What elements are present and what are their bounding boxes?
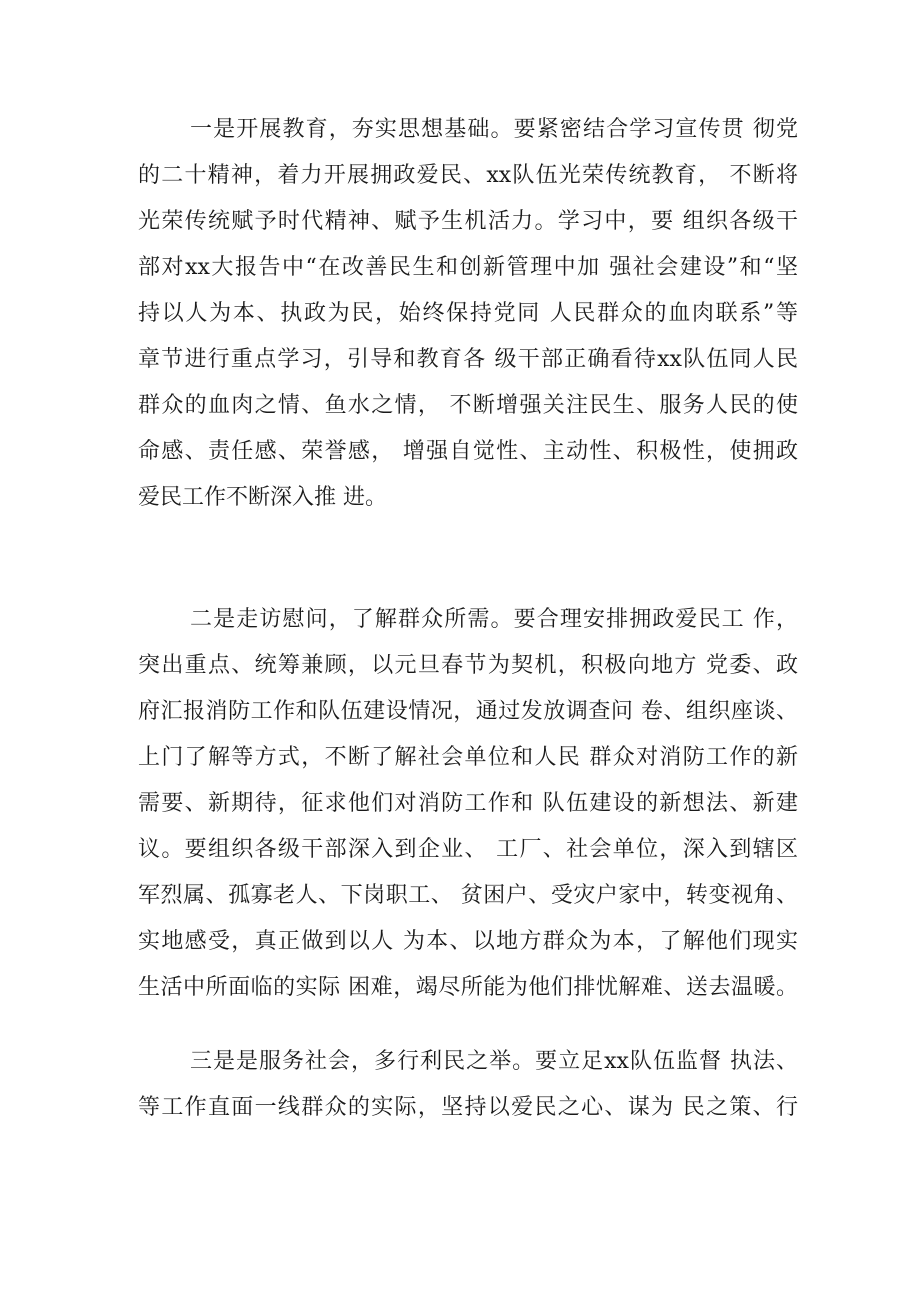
text-line: 突出重点、统筹兼顾，以元旦春节为契机，积极向地方 党委、政 (138, 653, 798, 678)
text-line: 三是是服务社会，多行利民之举。要立足xx队伍监督 执法、 (190, 1049, 798, 1074)
text-line: 群众的血肉之情、鱼水之情， 不断增强关注民生、服务人民的使 (138, 393, 798, 418)
text-line: 实地感受，真正做到以人 为本、以地方群众为本，了解他们现实 (138, 929, 798, 954)
text-line: 军烈属、孤寡老人、下岗职工、 贫困户、受灾户家中，转变视角、 (138, 883, 798, 908)
text-line: 命感、责任感、荣誉感， 增强自觉性、主动性、积极性，使拥政 (138, 439, 798, 464)
paragraph-education (138, 107, 798, 521)
text-line: 的二十精神，着力开展拥政爱民、xx队伍光荣传统教育， 不断将 (138, 163, 798, 188)
text-line: 需要、新期待，征求他们对消防工作和 队伍建设的新想法、新建 (138, 791, 798, 816)
paragraph-visits (138, 597, 798, 1011)
text-line: 持以人为本、执政为民，始终保持党同 人民群众的血肉联系”等 (138, 301, 798, 326)
text-line: 上门了解等方式，不断了解社会单位和人民 群众对消防工作的新 (138, 745, 798, 770)
text-line: 生活中所面临的实际 困难，竭尽所能为他们排忧解难、送去温暖。 (138, 975, 798, 1000)
text-line: 光荣传统赋予时代精神、赋予生机活力。学习中，要 组织各级干 (138, 209, 798, 234)
text-line: 爱民工作不断深入推 进。 (138, 485, 387, 510)
paragraph-service (138, 1039, 798, 1131)
text-line: 府汇报消防工作和队伍建设情况，通过发放调查问 卷、组织座谈、 (138, 699, 798, 724)
text-line: 等工作直面一线群众的实际，坚持以爱民之心、谋为 民之策、行 (138, 1095, 798, 1120)
text-line: 部对xx大报告中“在改善民生和创新管理中加 强社会建设”和“坚 (138, 255, 798, 280)
text-line: 一是开展教育，夯实思想基础。要紧密结合学习宣传贯 彻党 (190, 117, 798, 142)
text-line: 章节进行重点学习，引导和教育各 级干部正确看待xx队伍同人民 (138, 347, 798, 372)
text-line: 议。要组织各级干部深入到企业、 工厂、社会单位，深入到辖区 (138, 837, 798, 862)
text-line: 二是走访慰问，了解群众所需。要合理安排拥政爱民工 作， (190, 607, 798, 632)
